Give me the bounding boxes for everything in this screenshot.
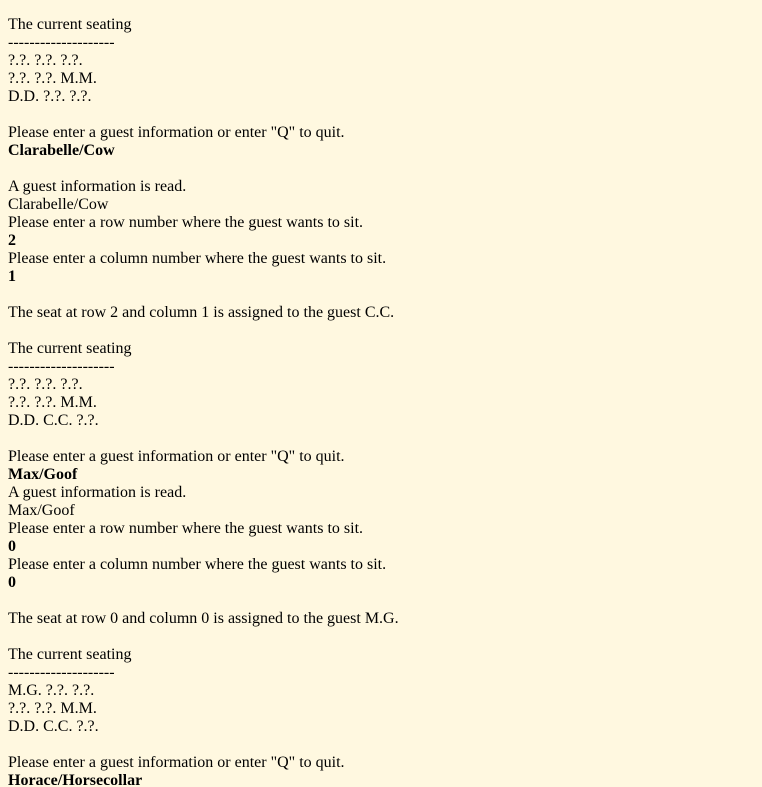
output-line: ?.?. ?.?. M.M.: [8, 700, 97, 717]
output-line: Please enter a column number where the guest wants to sit.: [8, 250, 387, 267]
user-input-line: 0: [8, 574, 16, 591]
output-line: D.D. C.C. ?.?.: [8, 718, 99, 735]
output-line: ?.?. ?.?. ?.?.: [8, 52, 83, 69]
output-line: A guest information is read.: [8, 178, 187, 195]
output-line: A guest information is read.: [8, 484, 187, 501]
output-line: Please enter a row number where the guest wants to sit.: [8, 214, 364, 231]
output-line: Please enter a guest information or enter "Q" to quit.: [8, 448, 345, 465]
output-line: ?.?. ?.?. ?.?.: [8, 376, 83, 393]
blank-line: [8, 736, 762, 754]
output-line: Please enter a guest information or enter "Q" to quit.: [8, 754, 345, 771]
user-input-line: 2: [8, 232, 16, 249]
blank-line: [8, 106, 762, 124]
output-line: M.G. ?.?. ?.?.: [8, 682, 95, 699]
output-line: Please enter a column number where the guest wants to sit.: [8, 556, 387, 573]
output-line: The current seating: [8, 340, 132, 357]
output-line: The current seating: [8, 16, 132, 33]
output-line: Please enter a guest information or enter "Q" to quit.: [8, 124, 345, 141]
output-line: ?.?. ?.?. M.M.: [8, 394, 97, 411]
user-input-line: 0: [8, 538, 16, 555]
blank-line: [8, 430, 762, 448]
output-line: Please enter a row number where the guest wants to sit.: [8, 520, 364, 537]
output-line: --------------------: [8, 34, 115, 51]
user-input-line: 1: [8, 268, 16, 285]
blank-line: [8, 628, 762, 646]
output-line: Max/Goof: [8, 502, 75, 519]
output-line: The current seating: [8, 646, 132, 663]
output-line: --------------------: [8, 358, 115, 375]
blank-line: [8, 160, 762, 178]
user-input-line: Max/Goof: [8, 466, 78, 483]
output-line: Clarabelle/Cow: [8, 196, 109, 213]
output-line: The seat at row 0 and column 0 is assigned to the guest M.G.: [8, 610, 399, 627]
output-line: The seat at row 2 and column 1 is assigned to the guest C.C.: [8, 304, 395, 321]
output-line: ?.?. ?.?. M.M.: [8, 70, 97, 87]
user-input-line: Horace/Horsecollar: [8, 772, 143, 787]
user-input-line: Clarabelle/Cow: [8, 142, 115, 159]
blank-line: [8, 592, 762, 610]
output-line: D.D. ?.?. ?.?.: [8, 88, 92, 105]
blank-line: [8, 286, 762, 304]
output-line: D.D. C.C. ?.?.: [8, 412, 99, 429]
output-line: --------------------: [8, 664, 115, 681]
blank-line: [8, 322, 762, 340]
